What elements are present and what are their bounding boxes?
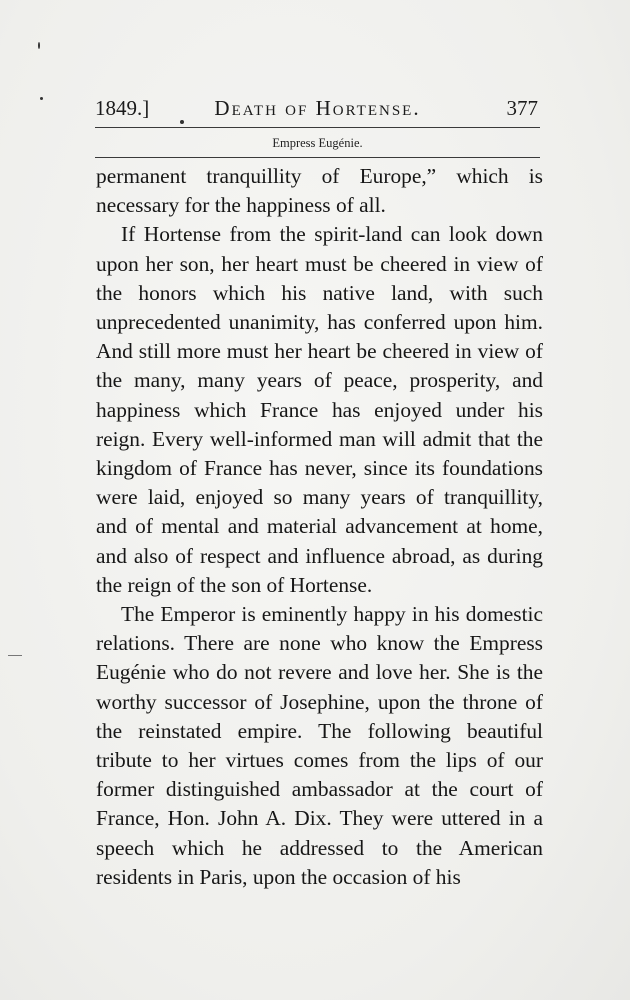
paragraph-continued: permanent tranquillity of Europe,” which is necessary for the happiness of all. bbox=[96, 164, 543, 218]
ink-speck bbox=[8, 655, 22, 656]
ink-speck bbox=[38, 42, 40, 49]
ink-speck bbox=[180, 120, 184, 124]
paragraph-emperor: The Emperor is eminently happy in his domestic relations. There are none who know the Empress Eugénie who do not revere and love her. She is the worthy successor of Josephine, upon the throne of the reinstated empire. The following beautiful tribute to her virtues comes from the lips of our former distinguished ambassador at the court of France, Hon. John A. Dix. They were uttered in a speech which he addressed to the American residents in Paris, upon the occasion of his bbox=[96, 602, 543, 889]
header-rule-top bbox=[95, 127, 540, 128]
paragraph-hortense: If Hortense from the spirit-land can look down upon her son, her heart must be cheered in view of the honors which his native land, with such unprecedented unanimity, has conferred upon him. And still more must her heart be cheered in view of the many, many years of peace, prosperity, and happiness which France has enjoyed under his reign. Every well-informed man will admit that the kingdom of France has never, since its foundations were laid, enjoyed so many years of tranquillity, and of mental and material advancement at home, and also of respect and influence abroad, as during the reign of the son of Hortense. bbox=[96, 222, 543, 597]
header-rule-bottom bbox=[95, 157, 540, 158]
running-header bbox=[95, 94, 540, 124]
header-year: 1849.] bbox=[95, 96, 150, 120]
header-title: Death of Hortense. bbox=[214, 96, 421, 120]
body-text bbox=[96, 162, 543, 892]
ink-speck bbox=[40, 97, 43, 100]
page-number: 377 bbox=[506, 96, 538, 120]
section-subheading: Empress Eugénie. bbox=[272, 136, 363, 150]
